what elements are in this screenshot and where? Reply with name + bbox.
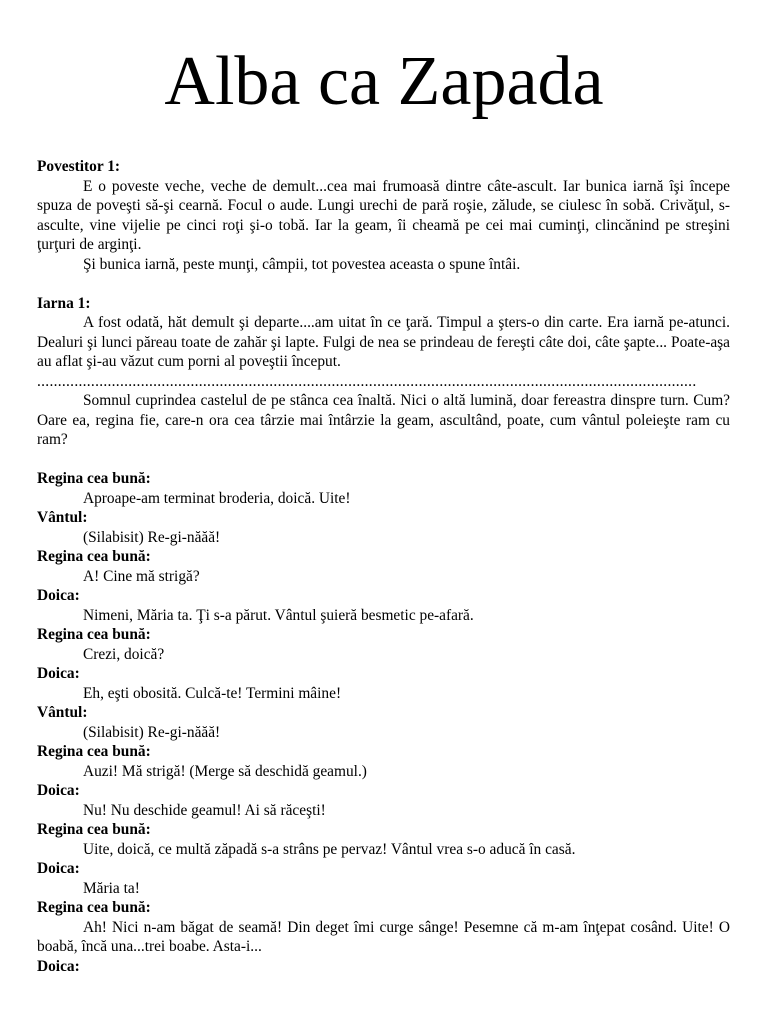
- dialogue-line: Auzi! Mă strigă! (Merge să deschidă geamul.): [83, 762, 367, 780]
- narration-paragraph: E o poveste veche, veche de demult...cea mai frumoasă dintre câte-ascult. Iar bunica iarnă îşi începe spuza de poveşti să-şi cearnă. Focul o aude. Lungi urechi de pară roşie, zălude, se ciulesc în sobă. Crivăţul, s-asculte, vine vijelie pe cinci roţi şi-o tobă. Iar la geam, îi cheamă pe cei mai cuminţi, clincănind pe streşini ţurţuri de arginţi.: [37, 177, 730, 253]
- speaker-label: Doica:: [37, 860, 80, 877]
- speaker-label: Regina cea bună:: [37, 743, 151, 760]
- narration-paragraph: A fost odată, hăt demult şi departe....am uitat în ce ţară. Timpul a şters-o din carte. Era iarnă pe-atunci. Dealuri şi lunci păreau toate de zahăr şi lapte. Fulgi de nea se prindeau de fereşti câte doi, câte şapte... Poate-aşa au aflat şi-au văzut cum porni al poveştii început.: [37, 314, 730, 370]
- speaker-label: Regina cea bună:: [37, 626, 151, 643]
- speaker-label: Doica:: [37, 665, 80, 682]
- dialogue-line: (Silabisit) Re-gi-năăă!: [83, 528, 221, 546]
- dialogue-line: Uite, doică, ce multă zăpadă s-a strâns pe pervaz! Vântul vrea s-o aducă în casă.: [83, 840, 576, 858]
- speaker-label: Doica:: [37, 587, 80, 604]
- speaker-label: Iarna 1:: [37, 294, 91, 312]
- dialogue-line: Crezi, doică?: [83, 645, 165, 663]
- paragraph-gap: [37, 274, 730, 294]
- document-title: Alba ca Zapada: [164, 43, 604, 120]
- dotted-separator: ...............................................................................................................................................................: [37, 372, 697, 390]
- dialogue-line: (Silabisit) Re-gi-năăă!: [83, 723, 221, 741]
- dialogue-line: A! Cine mă strigă?: [83, 567, 200, 585]
- speaker-label: Doica:: [37, 782, 80, 799]
- paragraph-gap: [37, 450, 730, 470]
- speaker-label: Povestitor 1:: [37, 158, 121, 175]
- speaker-label: Regina cea bună:: [37, 899, 151, 916]
- speaker-label: Doica:: [37, 957, 80, 975]
- dialogue-line: Nimeni, Măria ta. Ţi s-a părut. Vântul şuieră besmetic pe-afară.: [83, 606, 474, 624]
- speaker-label: Vântul:: [37, 704, 88, 721]
- speaker-label: Regina cea bună:: [37, 470, 151, 487]
- speaker-label: Regina cea bună:: [37, 548, 151, 565]
- dialogue-line: Măria ta!: [83, 879, 140, 897]
- narration-paragraph: Şi bunica iarnă, peste munţi, câmpii, tot povestea aceasta o spune întâi.: [83, 255, 521, 273]
- speaker-label: Vântul:: [37, 509, 88, 526]
- dialogue-line: Nu! Nu deschide geamul! Ai să răceşti!: [83, 801, 326, 819]
- dialogue: [37, 469, 730, 976]
- dialogue-line: Eh, eşti obosită. Culcă-te! Termini mâine!: [83, 684, 342, 702]
- dialogue-line: Ah! Nici n-am băgat de seamă! Din deget îmi curge sânge! Pesemne că m-am înţepat cosând. Uite! O boabă, încă una...trei boabe. Asta-i...: [37, 918, 730, 955]
- narration-paragraph: Somnul cuprindea castelul de pe stânca cea înaltă. Nici o altă lumină, doar fereastra dinspre turn. Cum? Oare ea, regina fie, care-n ora cea târzie mai întârzie la geam, ascultând, poate, cum vântul poleieşte ram cu ram?: [37, 392, 730, 448]
- document-body: [37, 157, 730, 976]
- dialogue-line: Aproape-am terminat broderia, doică. Uite!: [83, 489, 351, 507]
- speaker-label: Regina cea bună:: [37, 821, 151, 838]
